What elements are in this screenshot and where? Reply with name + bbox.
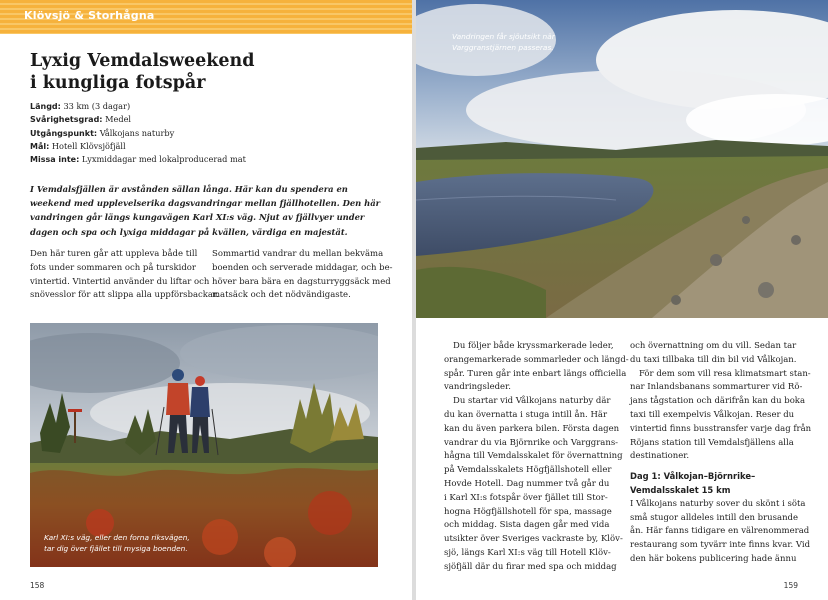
right-body-column-2: och övernattning om du vill. Sedan tar du taxi tillbaka till din bil vid Vålkojan. För dem som vill resa klimatsmart stan- nar Inlandsbanans sommarturer vid Rö- jans tågstation och därifrån kan du boka taxi till exempelvis Vålkojan. Reser du vintertid finns busstransfer varje dag från Röjans station till Vemdalsfjällens alla destinationer. Dag 1: Vålkojan–Björnrike– Vemdalsskalet 15 km I Vålkojans naturby sover du skönt i söta små stugor alldeles intill den brusande ån. Här fanns tidigare en välrenommerad restaurang som tyvärr inte finns kvar. Vid den här bokens publicering hade ännu bbox=[630, 340, 820, 567]
right-page bbox=[416, 0, 828, 600]
fact-start: Utgångspunkt: Vålkojans naturby bbox=[30, 127, 175, 138]
day-heading-line-1: Dag 1: Vålkojan–Björnrike– bbox=[630, 471, 756, 482]
fact-length: Längd: 33 km (3 dagar) bbox=[30, 101, 131, 111]
lead-paragraph: I Vemdalsfjällen är avstånden sällan långa. Här kan du spendera en weekend med upplevelserika dagsvandringar mellan fjällhotellen. Den här vandringen går längs kungavägen Karl XI:s väg. Njut av fjällvyer under dagen och spa och lyxiga middagar på kvällen, värdiga en majestät. bbox=[30, 184, 381, 237]
page-number-left: 158 bbox=[30, 581, 45, 590]
photo-caption-right: Vandringen får sjöutsikt när Varggranstjärnen passeras. bbox=[452, 32, 555, 52]
fact-difficulty: Svårighetsgrad: Medel bbox=[30, 114, 132, 125]
left-page bbox=[0, 0, 412, 600]
photo-caption-left: Karl XI:s väg, eller den forna riksvägen, tar dig över fjället till mysiga boenden. bbox=[44, 533, 190, 553]
left-body-column-2: Sommartid vandrar du mellan bekväma boenden och serverade middagar, och be- höver bara bära en dagsturryggsäck med matsäck och det nödvändigaste. bbox=[212, 249, 393, 301]
fact-goal: Mål: Hotell Klövsjöfjäll bbox=[30, 140, 126, 151]
fact-box bbox=[30, 100, 390, 166]
section-label: Klövsjö & Storhågna bbox=[24, 9, 155, 22]
page-number-right: 159 bbox=[783, 581, 798, 590]
title-line-2: i kungliga fotspår bbox=[30, 73, 206, 93]
hikers-photo bbox=[30, 323, 378, 567]
left-body-column-1: Den här turen går att uppleva både till fots under sommaren och på turskidor vintertid. Vintertid använder du liftar och snövesslor för att slippa alla uppförsbackar. bbox=[30, 249, 219, 301]
day-heading-line-2: Vemdalsskalet 15 km bbox=[630, 484, 731, 495]
right-body-column-1: Du följer både kryssmarkerade leder, orangemarkerade sommarleder och längd- spår. Turen går inte enbart längs officiella vandringsleder. Du startar vid Vålkojans naturby där du kan övernatta i stuga intill ån. Här kan du även parkera bilen. Första dagen vandrar du via Björnrike och Varggrans- hågna till Vemdalsskalet för övernattning på Vemdalsskalets Högfjällshotell eller Hovde Hotell. Dag nummer två går du i Karl XI:s fotspår över fjället till Stor- hogna Högfjällshotell för spa, massage och middag. Sista dagen går med vida utsikter över Sveriges vackraste by, Klöv- sjö, längs Karl XI:s väg till Hotell Klöv- sjöfjäll där du firar med spa och middag bbox=[444, 341, 629, 572]
fact-dont-miss: Missa inte: Lyxmiddagar med lokalproducerad mat bbox=[30, 154, 246, 165]
lake-photo bbox=[416, 0, 828, 318]
article-title bbox=[30, 50, 360, 94]
title-line-1: Lyxig Vemdalsweekend bbox=[30, 51, 255, 71]
section-band bbox=[0, 0, 412, 34]
